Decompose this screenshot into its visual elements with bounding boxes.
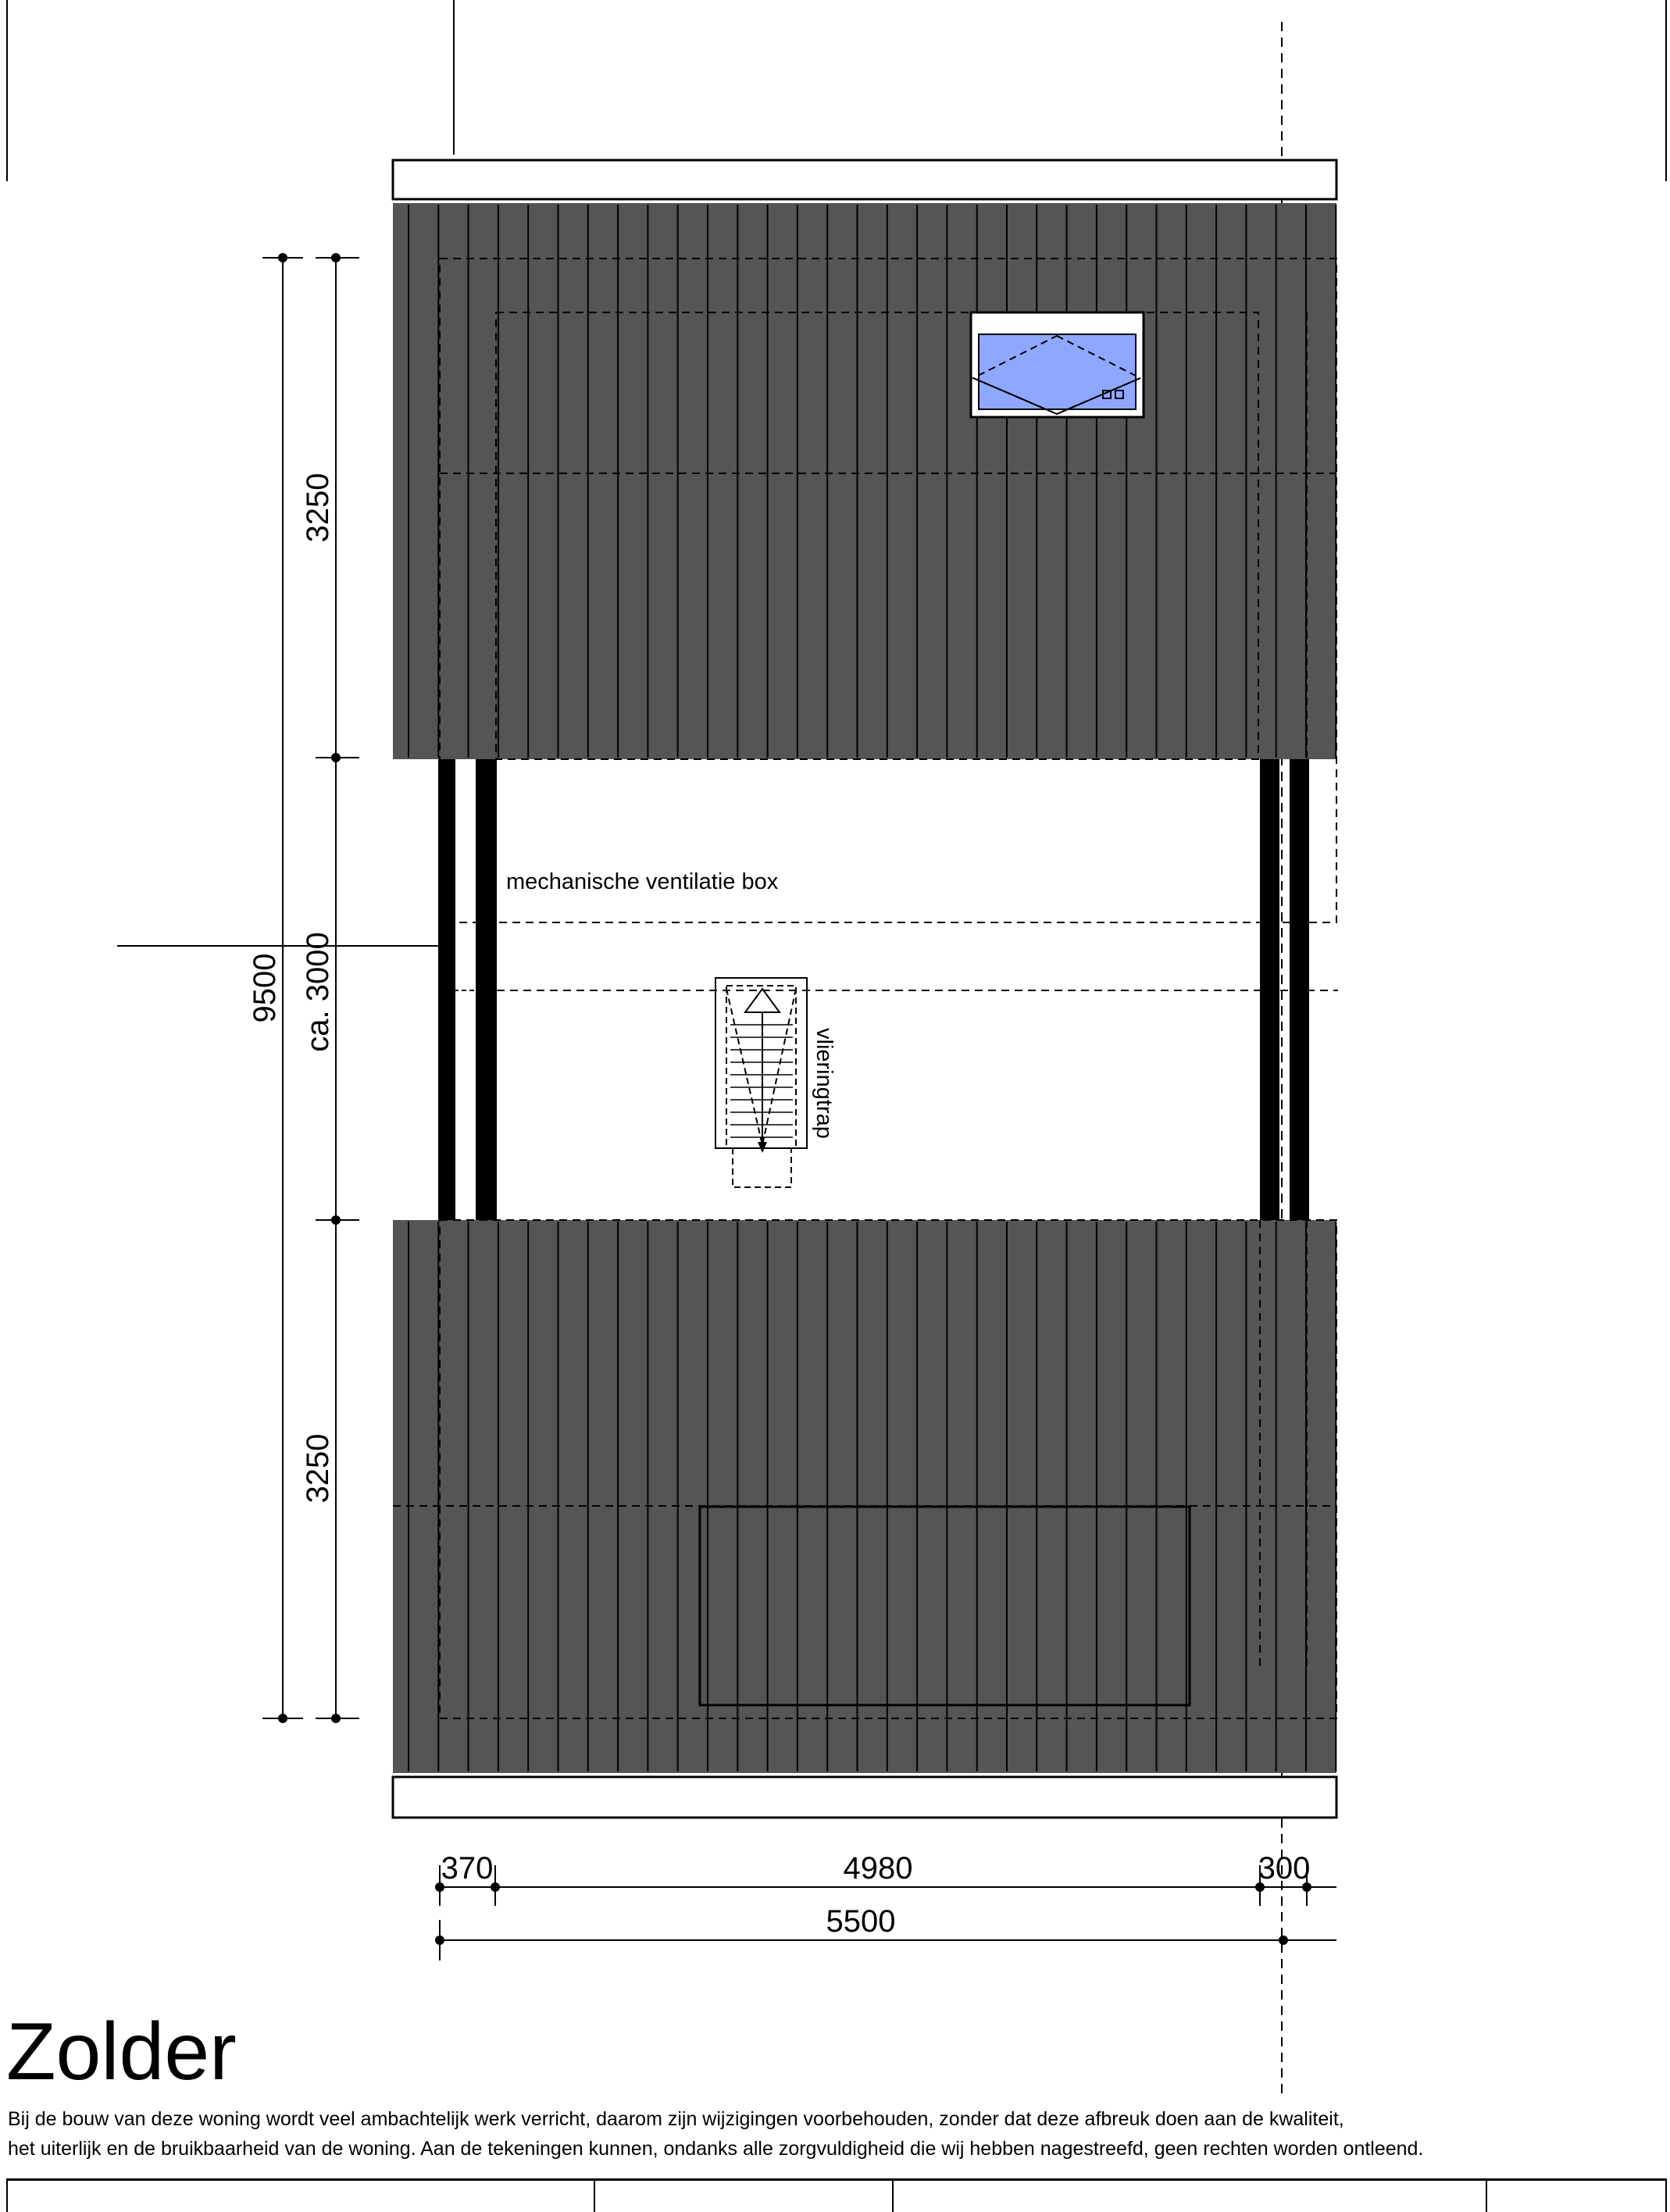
dim-top-roof: 3250 <box>301 473 335 543</box>
dim-bottom-roof: 3250 <box>301 1433 335 1504</box>
dim-total-vertical: 9500 <box>248 953 282 1023</box>
attic-stair <box>715 978 807 1187</box>
title-block-cell <box>1486 2181 1487 2212</box>
dim-total-width: 5500 <box>826 1904 896 1939</box>
title-block-table <box>6 2178 1667 2212</box>
top-gutter <box>393 160 1336 199</box>
title-block-cell <box>6 2181 8 2212</box>
dim-middle-span: 4980 <box>843 1851 913 1886</box>
disclaimer-text <box>8 2104 1570 2164</box>
title-block-cell <box>594 2181 595 2212</box>
title-block-cell <box>892 2181 894 2212</box>
dim-middle-zone: ca. 3000 <box>301 932 335 1052</box>
roof-window <box>971 312 1144 417</box>
disclaimer-line-2: het uiterlijk en de bruikbaarheid van de woning. Aan de tekeningen kunnen, ondanks alle zorgvuldigheid die wij hebben nagestreefd, geen rechten worden ontleend. <box>8 2138 1424 2160</box>
bottom-roof-panel <box>393 1220 1336 1773</box>
title-block-cell <box>1665 2181 1667 2212</box>
label-ventilation-box: mechanische ventilatie box <box>506 869 779 894</box>
label-attic-stair: vlieringtrap <box>812 1028 837 1139</box>
dim-right-offset: 300 <box>1258 1851 1311 1886</box>
disclaimer-line-1: Bij de bouw van deze woning wordt veel ambachtelijk werk verricht, daarom zijn wijzigingen voorbehouden, zonder dat deze afbreuk doen aan de kwaliteit, <box>8 2108 1344 2130</box>
dim-left-offset: 370 <box>441 1851 494 1886</box>
drawing-title: Zolder <box>6 2007 237 2097</box>
top-roof-panel <box>393 203 1336 922</box>
bottom-gutter <box>393 1777 1336 1818</box>
